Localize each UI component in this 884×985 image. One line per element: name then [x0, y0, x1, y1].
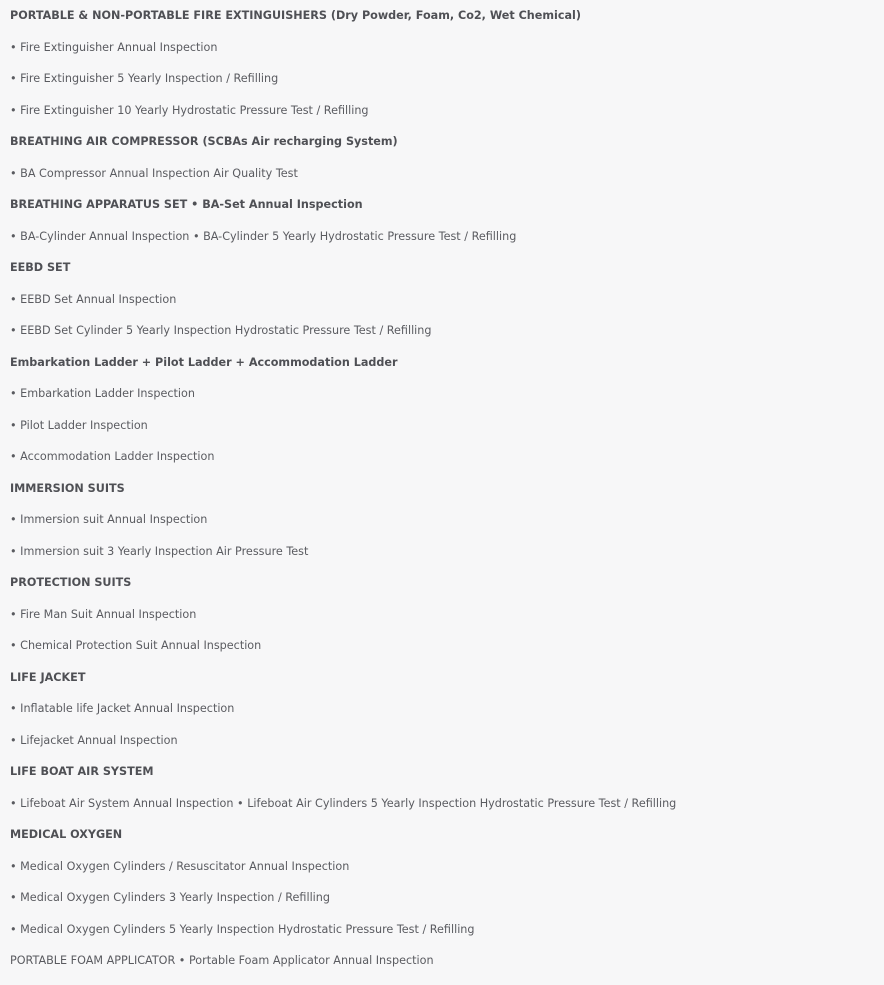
section-heading: BREATHING AIR COMPRESSOR (SCBAs Air recharging System) [10, 135, 398, 148]
list-item: • Chemical Protection Suit Annual Inspection [10, 639, 262, 652]
list-item: • Immersion suit 3 Yearly Inspection Air Pressure Test [10, 544, 309, 558]
list-item: • Accommodation Ladder Inspection [10, 450, 215, 463]
list-item: • Inflatable life Jacket Annual Inspection [10, 702, 235, 715]
list-item: • Medical Oxygen Cylinders 3 Yearly Inspection / Refilling [10, 891, 330, 904]
section-heading: EEBD SET [10, 261, 71, 274]
list-item: • Embarkation Ladder Inspection [10, 387, 195, 400]
list-item: • BA-Cylinder Annual Inspection • BA-Cylinder 5 Yearly Hydrostatic Pressure Test / Refilling [10, 229, 517, 243]
section-heading: IMMERSION SUITS [10, 481, 125, 495]
section-heading: MEDICAL OXYGEN [10, 828, 123, 841]
list-item: • Lifejacket Annual Inspection [10, 733, 178, 747]
list-item: • BA Compressor Annual Inspection Air Quality Test [10, 166, 298, 180]
list-item: • Pilot Ladder Inspection [10, 418, 148, 432]
list-item: • Fire Extinguisher 5 Yearly Inspection / Refilling [10, 72, 279, 85]
list-item: • Fire Extinguisher Annual Inspection [10, 40, 218, 54]
section-heading: LIFE BOAT AIR SYSTEM [10, 765, 154, 778]
list-item: • Fire Man Suit Annual Inspection [10, 607, 197, 621]
section-heading: LIFE JACKET [10, 670, 86, 684]
section-heading: PORTABLE & NON-PORTABLE FIRE EXTINGUISHERS (Dry Powder, Foam, Co2, Wet Chemical) [10, 9, 581, 22]
list-item: PORTABLE FOAM APPLICATOR • Portable Foam Applicator Annual Inspection [10, 954, 434, 967]
list-item: • Medical Oxygen Cylinders 5 Yearly Inspection Hydrostatic Pressure Test / Refilling [10, 922, 475, 936]
list-item: • EEBD Set Annual Inspection [10, 292, 177, 306]
list-item: • Medical Oxygen Cylinders / Resuscitator Annual Inspection [10, 859, 350, 873]
list-item: • Immersion suit Annual Inspection [10, 513, 208, 526]
list-item: • EEBD Set Cylinder 5 Yearly Inspection Hydrostatic Pressure Test / Refilling [10, 324, 432, 337]
section-heading: PROTECTION SUITS [10, 576, 132, 589]
section-heading: Embarkation Ladder + Pilot Ladder + Accommodation Ladder [10, 355, 398, 369]
section-heading: BREATHING APPARATUS SET • BA-Set Annual Inspection [10, 198, 363, 211]
list-item: • Lifeboat Air System Annual Inspection • Lifeboat Air Cylinders 5 Yearly Inspection Hydrostatic Pressure Test / Refilling [10, 796, 677, 810]
list-item: • Fire Extinguisher 10 Yearly Hydrostatic Pressure Test / Refilling [10, 103, 369, 117]
